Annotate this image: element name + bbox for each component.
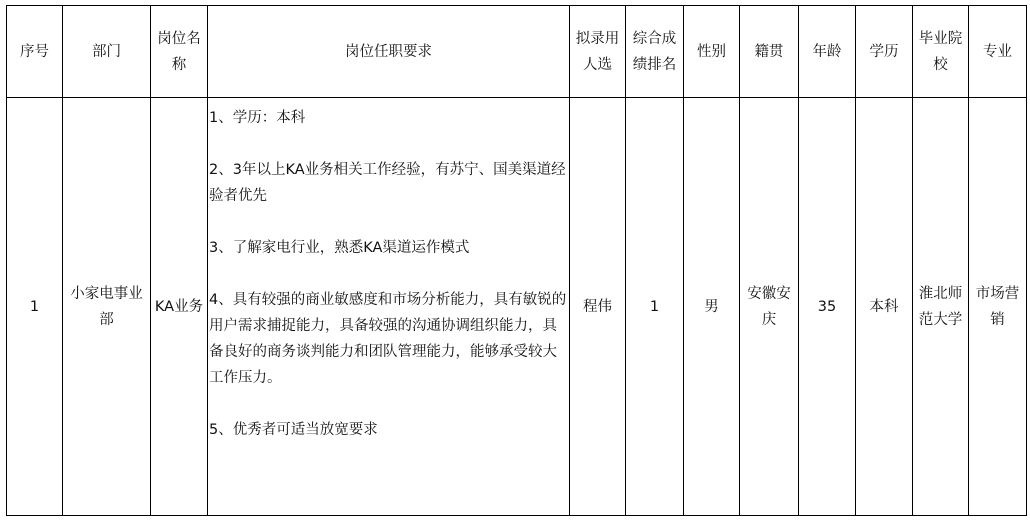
requirement-item-5: 5、优秀者可适当放宽要求 <box>209 422 378 438</box>
cell-rank: 1 <box>626 98 684 516</box>
recruitment-table <box>6 5 1027 516</box>
header-seq: 序号 <box>7 6 63 98</box>
header-major: 专业 <box>969 6 1027 98</box>
header-candidate: 拟录用人选 <box>570 6 626 98</box>
cell-education: 本科 <box>856 98 913 516</box>
cell-seq: 1 <box>7 98 63 516</box>
requirement-item-4: 4、具有较强的商业敏感度和市场分析能力，具有敏锐的用户需求捕捉能力，具备较强的沟通协调组织能力，具备良好的商务谈判能力和团队管理能力，能够承受较大工作压力。 <box>209 292 567 386</box>
table-row <box>7 98 1027 516</box>
cell-school: 淮北师范大学 <box>913 98 969 516</box>
cell-dept: 小家电事业部 <box>63 98 151 516</box>
header-dept: 部门 <box>63 6 151 98</box>
header-gender: 性别 <box>684 6 740 98</box>
cell-candidate: 程伟 <box>570 98 626 516</box>
header-requirements: 岗位任职要求 <box>208 6 570 98</box>
header-age: 年龄 <box>799 6 856 98</box>
cell-major: 市场营销 <box>969 98 1027 516</box>
cell-origin: 安徽安庆 <box>740 98 799 516</box>
header-row <box>7 6 1027 98</box>
requirement-item-1: 1、学历：本科 <box>209 110 306 126</box>
requirement-item-3: 3、了解家电行业，熟悉KA渠道运作模式 <box>209 240 470 256</box>
header-position: 岗位名称 <box>151 6 208 98</box>
requirement-item-2: 2、3年以上KA业务相关工作经验，有苏宁、国美渠道经验者优先 <box>209 162 566 204</box>
cell-position: KA业务 <box>151 98 208 516</box>
header-rank: 综合成绩排名 <box>626 6 684 98</box>
header-education: 学历 <box>856 6 913 98</box>
cell-age: 35 <box>799 98 856 516</box>
header-school: 毕业院校 <box>913 6 969 98</box>
header-origin: 籍贯 <box>740 6 799 98</box>
cell-gender: 男 <box>684 98 740 516</box>
cell-requirements <box>208 98 570 516</box>
